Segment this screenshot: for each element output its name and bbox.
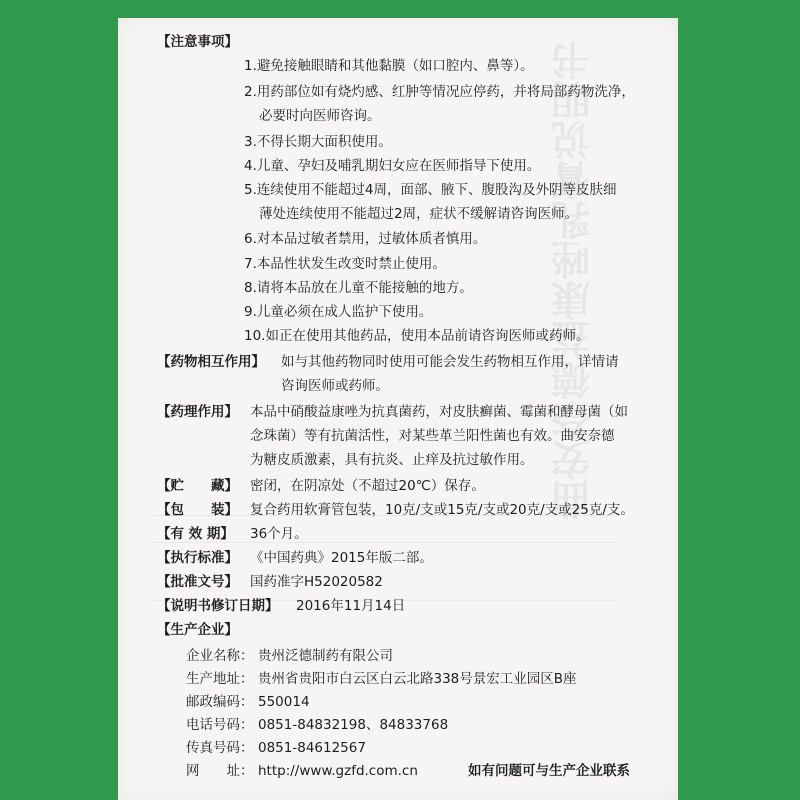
notice-heading: 【注意事项】 <box>157 34 238 50</box>
notice-item: 6.对本品过敏者禁用，过敏体质者慎用。 <box>244 231 487 247</box>
approval-value: 国药准字H52020582 <box>250 574 383 590</box>
notice-item: 2.用药部位如有烧灼感、红肿等情况应停药，并将局部药物洗净， <box>244 84 635 100</box>
standard-value: 《中国药典》2015年版二部。 <box>250 550 433 566</box>
notice-item: 1.避免接触眼睛和其他黏膜（如口腔内、鼻等）。 <box>244 58 534 74</box>
notice-item: 5.连续使用不能超过4周，面部、腋下、腹股沟及外阴等皮肤细 <box>244 182 617 198</box>
pharmacology-text: 本品中硝酸益康唑为抗真菌药，对皮肤癣菌、霉菌和酵母菌（如 <box>250 404 628 420</box>
interaction-text: 咨询医师或药师。 <box>281 378 389 394</box>
contact-note: 如有问题可与生产企业联系 <box>468 763 630 779</box>
notice-item: 10.如正在使用其他药品，使用本品前请咨询医师或药师。 <box>244 328 590 344</box>
validity-label: 【有 效 期】 <box>157 526 234 542</box>
manufacturer-value: 贵州省贵阳市白云区白云北路338号景宏工业园区B座 <box>258 671 577 687</box>
revision-label: 【说明书修订日期】 <box>157 598 279 614</box>
manufacturer-key: 邮政编码： <box>186 694 254 710</box>
manufacturer-key: 生产地址： <box>186 671 254 687</box>
manufacturer-value: 贵州泛德制药有限公司 <box>258 648 393 664</box>
manufacturer-value: 0851-84832198、84833768 <box>258 717 449 733</box>
manufacturer-key: 企业名称： <box>186 648 254 664</box>
notice-item: 7.本品性状发生改变时禁止使用。 <box>244 256 446 272</box>
manufacturer-website-link[interactable]: http://www.gzfd.com.cn <box>258 763 418 779</box>
interaction-text: 如与其他药物同时使用可能会发生药物相互作用，详情请 <box>281 354 619 370</box>
manufacturer-key: 网 址： <box>186 763 254 779</box>
manufacturer-key: 电话号码： <box>186 717 254 733</box>
package-label: 【包 装】 <box>157 502 238 518</box>
revision-value: 2016年11月14日 <box>296 598 406 614</box>
manufacturer-key: 传真号码： <box>186 740 254 756</box>
manufacturer-label: 【生产企业】 <box>157 622 238 638</box>
interaction-label: 【药物相互作用】 <box>157 354 265 370</box>
manufacturer-value: 550014 <box>258 694 310 710</box>
notice-item: 3.不得长期大面积使用。 <box>244 134 392 150</box>
approval-label: 【批准文号】 <box>157 574 238 590</box>
notice-item-continued: 必要时向医师咨询。 <box>259 108 381 124</box>
pharmacology-text: 为糖皮质激素，具有抗炎、止痒及抗过敏作用。 <box>250 452 534 468</box>
pharmacology-label: 【药理作用】 <box>157 404 238 420</box>
standard-label: 【执行标准】 <box>157 550 238 566</box>
validity-value: 36个月。 <box>250 526 308 542</box>
storage-value: 密闭，在阴凉处（不超过20℃）保存。 <box>250 478 485 494</box>
notice-item: 4.儿童、孕妇及哺乳期妇女应在医师指导下使用。 <box>244 158 541 174</box>
package-value: 复合药用软膏管包装，10克/支或15克/支或20克/支或25克/支。 <box>250 502 634 518</box>
notice-item-continued: 薄处连续使用不能超过2周，症状不缓解请咨询医师。 <box>259 206 579 222</box>
notice-item: 9.儿童必须在成人监护下使用。 <box>244 304 433 320</box>
manufacturer-value: 0851-84612567 <box>258 740 366 756</box>
pharmacology-text: 念珠菌）等有抗菌活性，对某些革兰阳性菌也有效。曲安奈德 <box>250 428 615 444</box>
storage-label: 【贮 藏】 <box>157 478 238 494</box>
notice-item: 8.请将本品放在儿童不能接触的地方。 <box>244 280 473 296</box>
